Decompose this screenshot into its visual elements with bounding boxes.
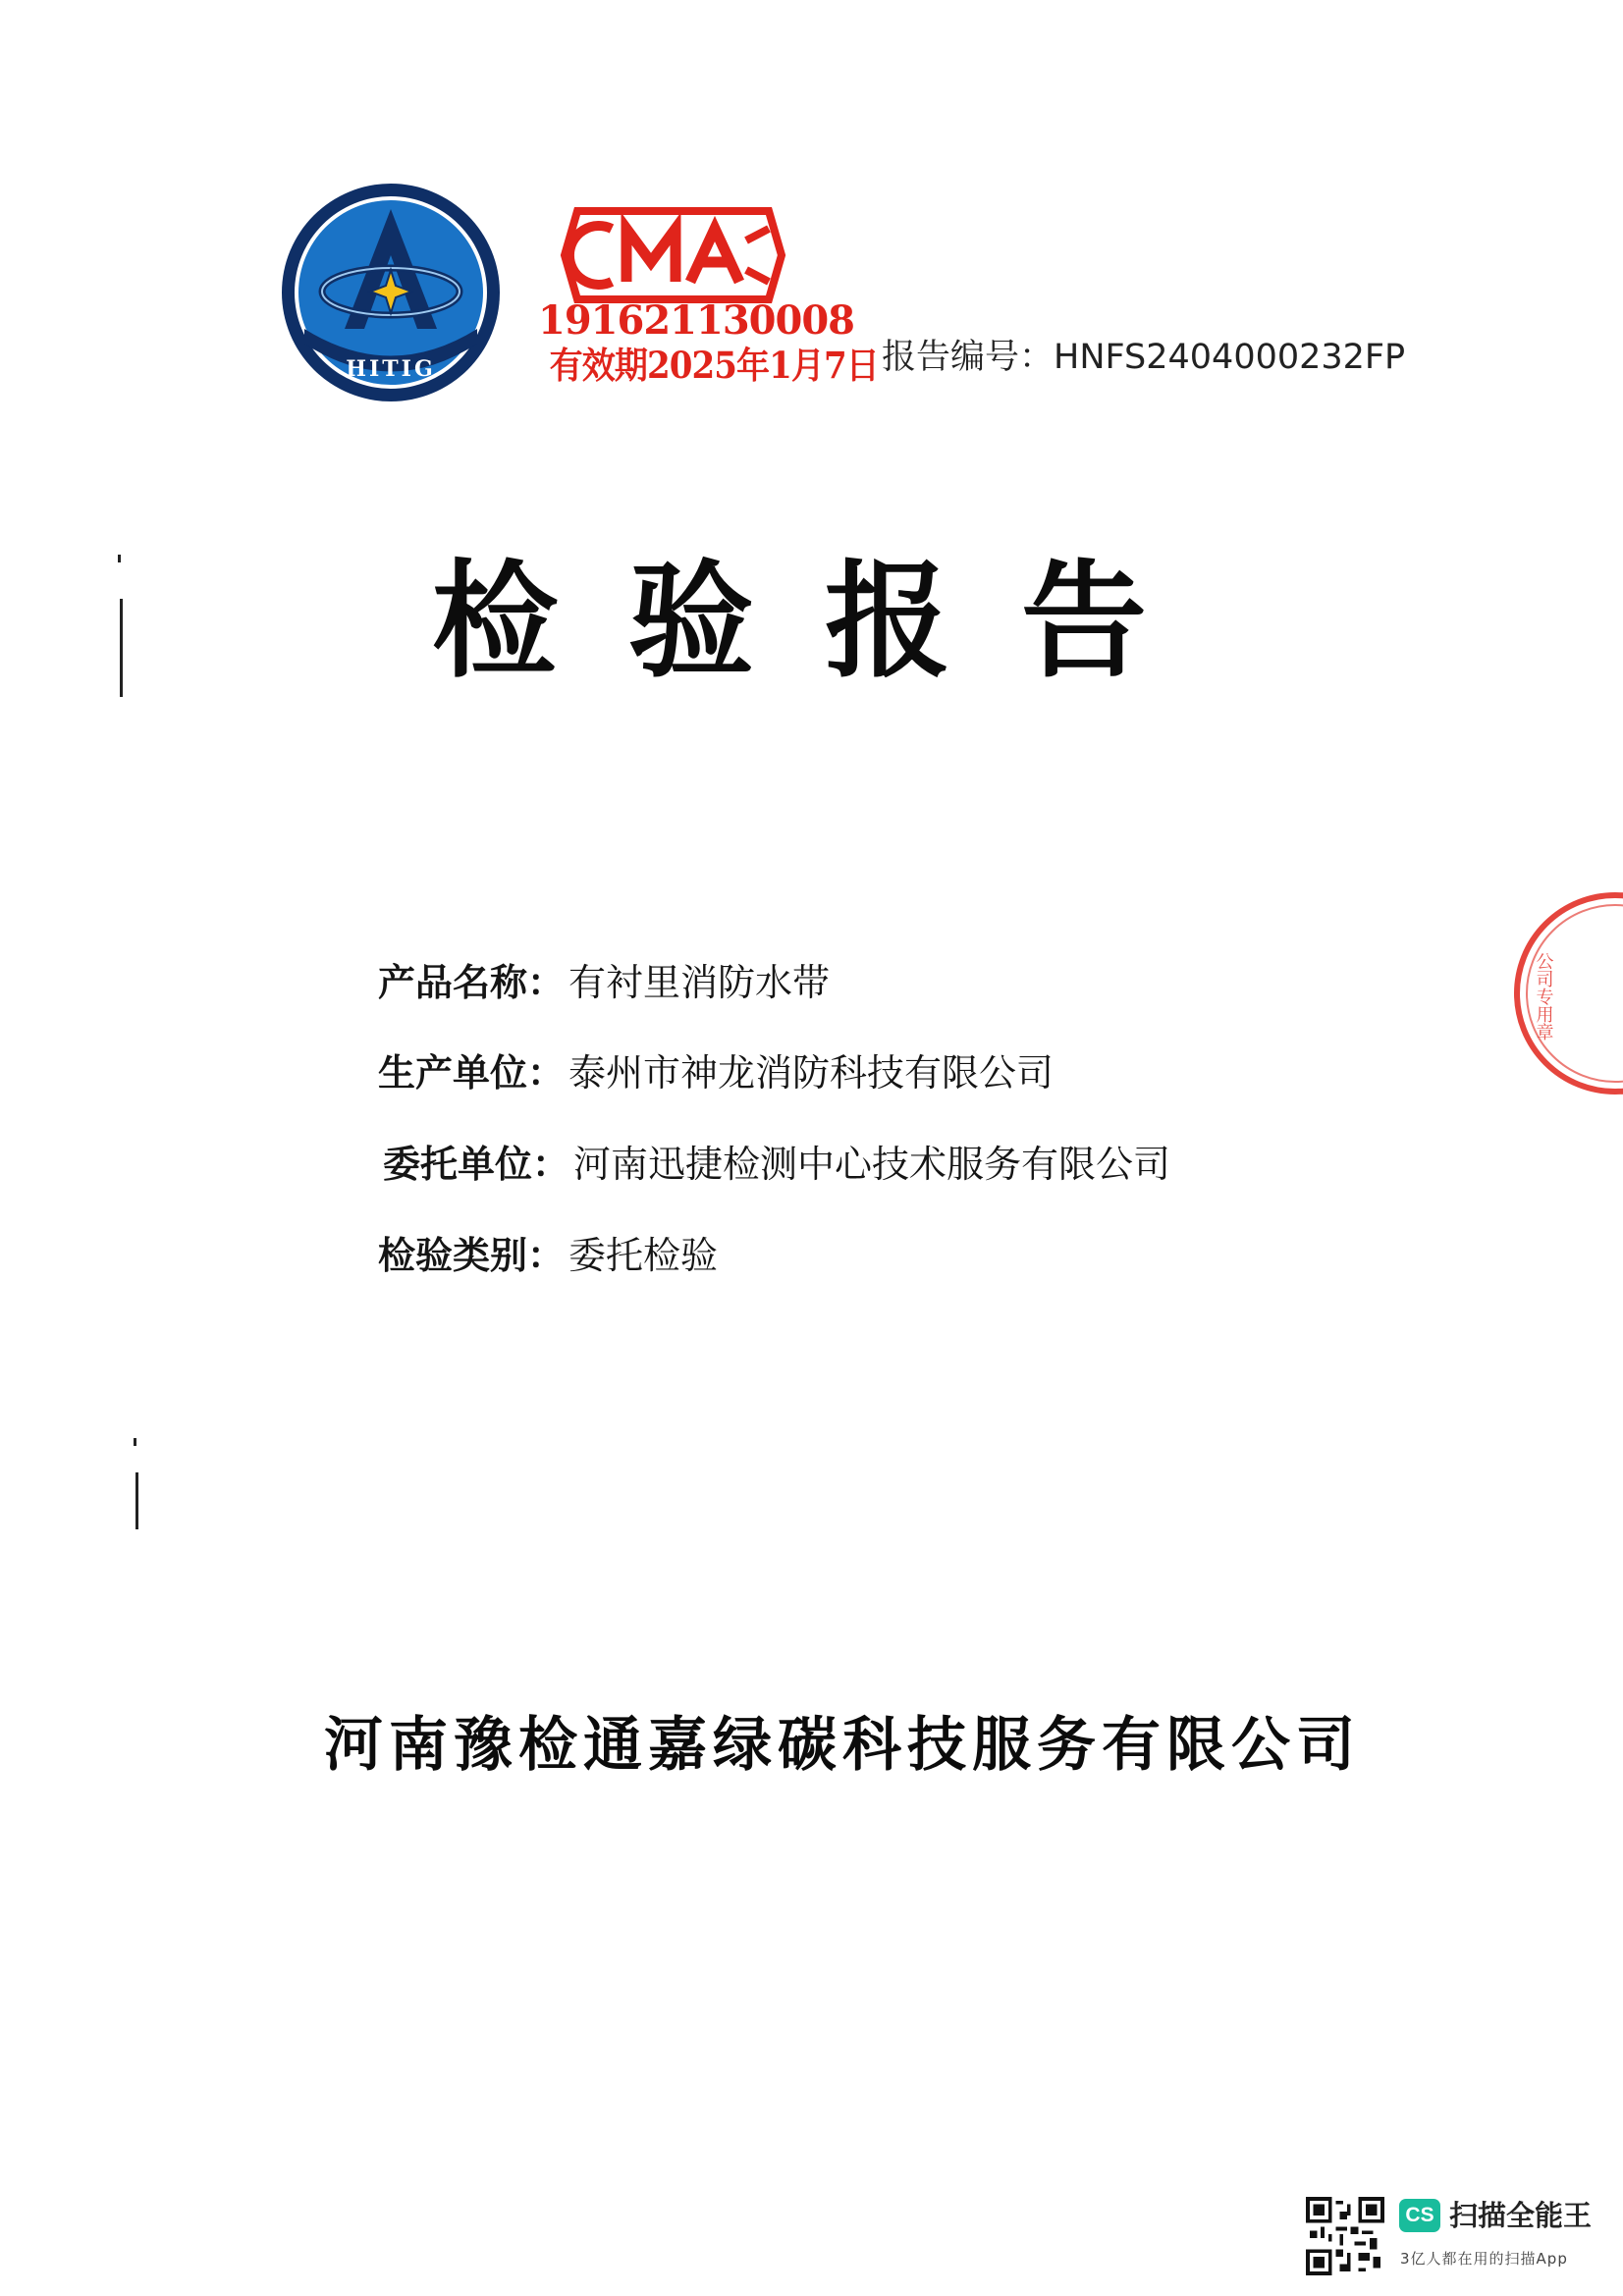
info-label: 生产单位：: [378, 1051, 566, 1095]
info-row-manufacturer: [378, 1042, 1054, 1096]
seal-text: 公司专用章: [1533, 952, 1554, 1041]
scan-mark: [135, 1472, 138, 1529]
info-label: 委托单位：: [383, 1143, 570, 1186]
report-number-label: 报告编号：: [882, 338, 1055, 377]
info-value: 委托检验: [568, 1234, 719, 1277]
info-value: 有衬里消防水带: [568, 961, 831, 1004]
seal-fragment: [1492, 883, 1623, 1104]
info-row-product: [378, 952, 830, 1006]
issuer-name: 河南豫检通嘉绿碳科技服务有限公司: [324, 1711, 1361, 1780]
camscanner-badge: CS: [1399, 2199, 1440, 2232]
report-number-value: HNFS2404000232FP: [1054, 338, 1406, 377]
camscanner-tagline: 3亿人都在用的扫描App: [1400, 2250, 1568, 2268]
scan-mark: [120, 599, 123, 697]
info-row-client: [383, 1134, 1170, 1188]
camscanner-name: 扫描全能王: [1449, 2199, 1593, 2232]
report-number: [882, 330, 1405, 379]
cma-validity: 有效期2025年1月7日: [549, 344, 879, 387]
info-label: 检验类别：: [378, 1234, 566, 1277]
qr-code: [1306, 2197, 1384, 2275]
hitig-logo-text: HITIG: [346, 356, 436, 382]
cma-mark: [558, 201, 788, 309]
cma-number: 191621130008: [538, 297, 854, 344]
info-value: 河南迅捷检测中心技术服务有限公司: [573, 1143, 1171, 1186]
info-value: 泰州市神龙消防科技有限公司: [568, 1051, 1055, 1095]
document-title: 检验报告: [432, 548, 1218, 695]
scan-mark: [134, 1438, 136, 1446]
hitig-logo: [280, 182, 502, 403]
scan-mark: [118, 555, 121, 562]
info-label: 产品名称：: [378, 961, 566, 1004]
info-row-category: [378, 1225, 718, 1279]
